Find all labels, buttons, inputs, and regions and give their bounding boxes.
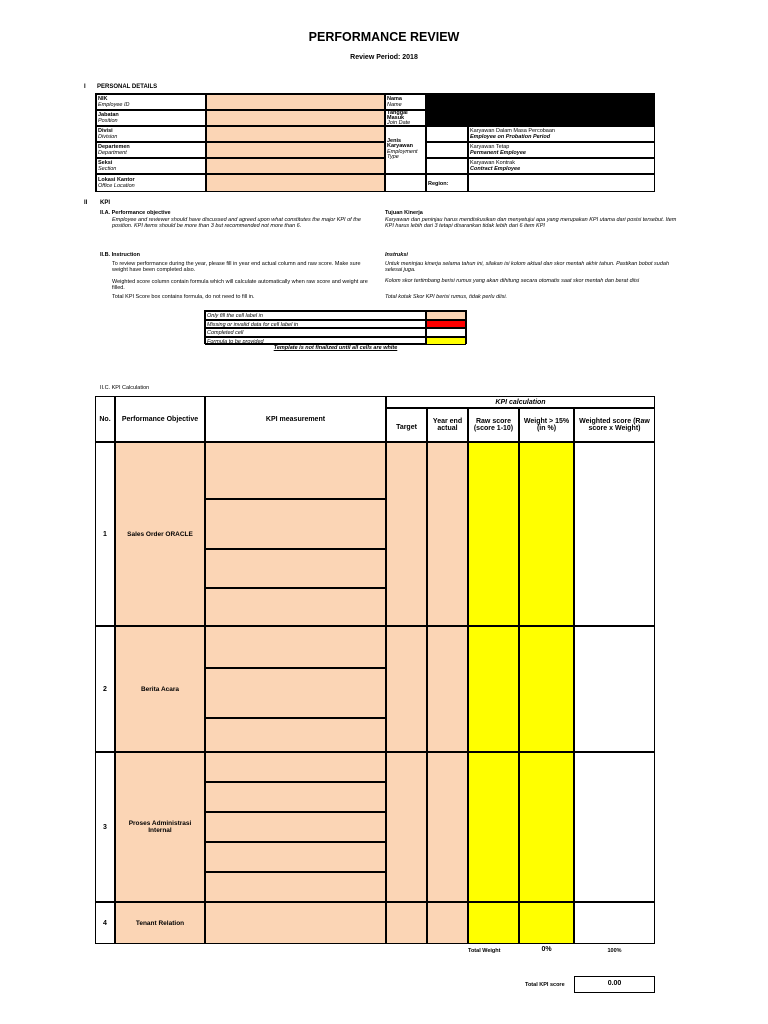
col-header-weight: Weight > 15% (in %) (519, 408, 574, 442)
label-permanent-en: Permanent Employee (470, 150, 526, 156)
label-cell-blank (385, 174, 426, 192)
row-3-objective[interactable]: Proses Administrasi Internal (115, 752, 205, 902)
label-division: Division (98, 134, 118, 140)
label-cell-office-location (96, 174, 206, 192)
row-2-raw-score[interactable] (468, 626, 519, 752)
label-cell-position (96, 110, 206, 126)
input-region[interactable] (468, 174, 655, 192)
row-4-target[interactable] (386, 902, 427, 944)
row-4-weight[interactable] (519, 902, 574, 944)
row-3-no: 3 (95, 752, 115, 902)
label-jabatan: Jabatan (98, 112, 119, 118)
kpi-calculation-header: KPI calculation (386, 396, 655, 408)
total-kpi-value: 0.00 (574, 976, 655, 993)
row-4-weighted-score (574, 902, 655, 944)
label-section: Section (98, 166, 117, 172)
legend-text-formula: Formula to be provided (207, 338, 264, 345)
subsection-c-title: II.C. KPI Calculation (100, 385, 150, 391)
personal-details-table (95, 93, 655, 192)
row-4-measurement-1[interactable] (205, 902, 386, 944)
legend-box (204, 310, 467, 344)
row-1-target[interactable] (386, 442, 427, 626)
label-jenis-karyawan: Jenis Karyawan (387, 138, 413, 150)
row-3-measurement-3[interactable] (205, 812, 386, 842)
row-4-objective[interactable]: Tenant Relation (115, 902, 205, 944)
row-2-weighted-score (574, 626, 655, 752)
page-title: PERFORMANCE REVIEW (308, 30, 460, 44)
row-1-measurement-4[interactable] (205, 588, 386, 626)
input-section[interactable] (206, 158, 385, 174)
row-3-target[interactable] (386, 752, 427, 902)
row-4-no: 4 (95, 902, 115, 944)
legend-swatch-completed (426, 328, 466, 337)
row-1-weight[interactable] (519, 442, 574, 626)
input-position[interactable] (206, 110, 385, 126)
label-probation-en: Employee on Probation Period (470, 134, 551, 140)
row-3-actual[interactable] (427, 752, 468, 902)
row-3-weighted-score (574, 752, 655, 902)
subsection-a-title: II.A. Performance objective (100, 210, 171, 216)
row-4-raw-score[interactable] (468, 902, 519, 944)
row-2-weight[interactable] (519, 626, 574, 752)
row-3-weight[interactable] (519, 752, 574, 902)
instruction-3: Total KPI Score box contains formula, do not need to fill in. (112, 294, 255, 300)
instruction-2: Weighted score column contain formula which will calculate automatically when raw score and weight are filled. (112, 279, 368, 292)
label-tanggal-masuk: Tanggal Masuk (387, 110, 408, 122)
subsection-a-title-id: Tujuan Kinerja (385, 210, 423, 216)
total-weighted-value: 100% (607, 948, 622, 954)
kpi-table (95, 396, 655, 944)
input-office-location[interactable] (206, 174, 385, 192)
row-1-objective[interactable]: Sales Order ORACLE (115, 442, 205, 626)
legend-row-invalid (205, 320, 426, 329)
label-name: Name (387, 102, 402, 108)
label-employment-type: Employment Type (387, 149, 418, 161)
row-3-measurement-4[interactable] (205, 842, 386, 872)
label-seksi: Seksi (98, 160, 113, 166)
label-departemen: Departemen (98, 144, 130, 150)
col-header-raw-score: Raw score (score 1-10) (468, 408, 519, 442)
col-header-no: No. (95, 396, 115, 442)
total-weight-label: Total Weight (468, 948, 501, 954)
subsection-b-title: II.B. Instruction (100, 252, 141, 258)
row-3-raw-score[interactable] (468, 752, 519, 902)
instruction-1-id: Untuk meninjau kinerja selama tahun ini, silakan isi kolom aktual dan skor mentah akhir tahun. Pastikan bobot sudah selesai juga. (385, 261, 670, 274)
row-2-measurement-2[interactable] (205, 668, 386, 718)
legend-text-completed: Completed cell (207, 330, 244, 336)
section-title-personal-details: PERSONAL DETAILS (97, 84, 158, 90)
legend-swatch-formula (426, 337, 466, 345)
legend-row-completed (205, 328, 426, 337)
row-2-measurement-1[interactable] (205, 626, 386, 668)
instruction-1: To review performance during the year, please fill in year end actual column and raw score. Make sure weight have been completed also. (112, 261, 361, 274)
row-1-measurement-1[interactable] (205, 442, 386, 499)
input-department[interactable] (206, 142, 385, 158)
label-cell-name (385, 94, 426, 110)
label-cell-division (96, 126, 206, 142)
subsection-b-title-id: Instruksi (385, 252, 408, 258)
option-permanent (468, 142, 655, 158)
row-2-measurement-3[interactable] (205, 718, 386, 752)
label-department: Department (98, 150, 127, 156)
row-2-target[interactable] (386, 626, 427, 752)
checkbox-permanent[interactable] (426, 142, 468, 158)
col-header-weighted-score: Weighted score (Raw score x Weight) (574, 408, 655, 442)
input-name-joindate[interactable] (426, 94, 655, 126)
label-cell-department (96, 142, 206, 158)
subsection-a-text-id: Karyawan dan peninjau harus mendiskusikan dan menyetujui apa yang merupakan KPI utama dari posisi tersebut. Item KPI harus lebih dari 3 tetapi disarankan tidak lebih dari 6 item KPI (385, 217, 677, 230)
subsection-a-text: Employee and reviewer should have discussed and agreed upon what constitutes the major KPI of the position. KPI items should be more than 3 but recommended not more than 6. (112, 217, 361, 230)
col-header-measurement: KPI measurement (205, 396, 386, 442)
section-title-kpi: KPI (100, 200, 111, 206)
row-3-measurement-5[interactable] (205, 872, 386, 902)
instruction-2-id: Kolom skor tertimbang berisi rumus yang akan dihitung secara otomatis saat skor mentah dan berat diisi (385, 278, 640, 284)
option-probation (468, 126, 655, 142)
instruction-3-id: Total kotak Skor KPI berisi rumus, tidak perlu diisi. (385, 294, 508, 300)
label-contract-id: Karyawan Kontrak (470, 160, 515, 166)
row-3-measurement-2[interactable] (205, 782, 386, 812)
col-header-objective: Performance Objective (115, 396, 205, 442)
total-weight-value: 0% (541, 946, 552, 953)
legend-text-invalid: Missing or invalid data for cell label in (207, 321, 299, 328)
label-employee-id: Employee ID (98, 102, 130, 108)
row-1-measurement-3[interactable] (205, 549, 386, 588)
label-cell-employment-type (385, 126, 426, 174)
row-1-weighted-score (574, 442, 655, 626)
label-region: Region: (428, 181, 449, 187)
legend-row-formula (205, 337, 426, 345)
label-join-date: Join Date (387, 120, 411, 126)
row-1-measurement-2[interactable] (205, 499, 386, 549)
label-permanent-id: Karyawan Tetap (470, 144, 510, 150)
input-division[interactable] (206, 126, 385, 142)
label-divisi: Divisi (98, 128, 113, 134)
label-lokasi-kantor: Lokasi Kantor (98, 177, 135, 183)
row-3-measurement-1[interactable] (205, 752, 386, 782)
legend-text-fill: Only fill the cell label in (207, 313, 263, 319)
section-number-1: I (84, 84, 86, 90)
row-2-no: 2 (95, 626, 115, 752)
col-header-target: Target (386, 408, 427, 442)
label-office-location: Office Location (98, 183, 135, 189)
row-2-actual[interactable] (427, 626, 468, 752)
label-cell-section (96, 158, 206, 174)
option-contract (468, 158, 655, 174)
label-nama: Nama (387, 96, 402, 102)
checkbox-contract[interactable] (426, 158, 468, 174)
checkbox-probation[interactable] (426, 126, 468, 142)
section-number-2: II (84, 200, 88, 206)
total-kpi-label: Total KPI score (525, 982, 565, 988)
legend-note: Template is not finalized until all cells are white (273, 345, 398, 351)
input-employee-id[interactable] (206, 94, 385, 110)
row-2-objective[interactable]: Berita Acara (115, 626, 205, 752)
region-label-cell (426, 174, 468, 192)
legend-swatch-invalid (426, 320, 466, 329)
row-1-no: 1 (95, 442, 115, 626)
label-cell-nik (96, 94, 206, 110)
label-position: Position (98, 118, 118, 124)
row-1-actual[interactable] (427, 442, 468, 626)
label-nik: NIK (98, 96, 108, 102)
legend-swatch-fill (426, 311, 466, 320)
label-cell-join-date (385, 110, 426, 126)
legend-row-fill (205, 311, 426, 320)
col-header-actual: Year end actual (427, 408, 468, 442)
label-contract-en: Contract Employee (470, 166, 521, 172)
row-4-actual[interactable] (427, 902, 468, 944)
label-probation-id: Karyawan Dalam Masa Percobaan (470, 128, 555, 134)
review-period: Review Period: 2018 (350, 54, 418, 61)
row-1-raw-score[interactable] (468, 442, 519, 626)
